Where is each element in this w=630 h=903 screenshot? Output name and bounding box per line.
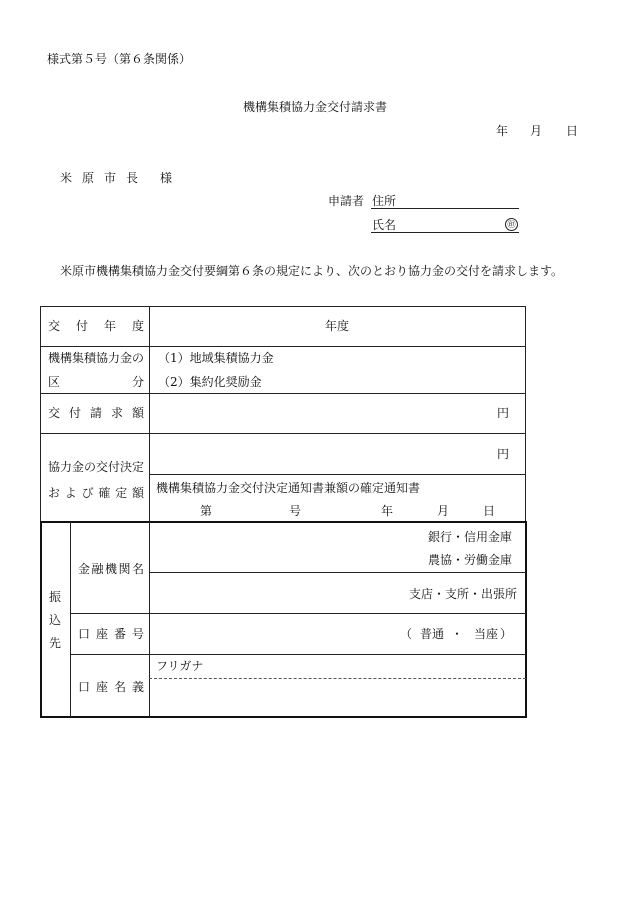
addressee-char: 原 [81,171,94,185]
table-right-border [525,306,526,522]
applicant-label: 申請者 [328,194,365,208]
label-char: お [48,486,61,500]
label-char: 請 [89,406,102,420]
address-underline [371,208,519,209]
transfer-box-left [40,521,42,718]
account-type-close-paren: ） [500,627,513,641]
label-char: 名 [113,680,126,694]
decision-no-suffix: 号 [289,504,302,518]
account-name-label [78,681,144,693]
form-number: 様式第５号（第６条関係） [47,52,192,66]
bank-types-line2: 農協・労働金庫 [428,553,513,567]
label-char: 年 [103,319,116,333]
label-char: 口 [78,680,91,694]
label-char: 名 [131,562,144,576]
label-char: 座 [95,627,108,641]
category-option-consolidation[interactable]: （2）集約化奨励金 [158,375,262,389]
bank-branch-divider [149,572,526,573]
addressee-char: 市 [103,171,116,185]
label-char: 度 [131,319,144,333]
fiscal-year-field[interactable]: 年度 [325,319,350,333]
transfer-label-char: 先 [48,636,61,650]
decision-no-prefix: 第 [200,504,213,518]
transfer-column-divider [70,522,71,717]
decision-label-line1: 協力金の交付決定 [48,460,145,474]
account-type-current[interactable]: 当座 [474,627,499,641]
transfer-box-right [525,521,527,718]
table-top-border [40,306,526,307]
transfer-label-char: 込 [48,613,61,627]
transfer-row-divider [70,613,526,614]
label-char: 区 [48,375,61,389]
label-char: 額 [131,486,144,500]
label-char: 額 [131,406,144,420]
transfer-column-divider [149,522,150,717]
furigana-dashed-line [149,678,526,679]
table-left-border [40,306,41,522]
decision-month: 月 [437,504,450,518]
label-char: 交 [48,319,61,333]
name-underline [371,232,519,233]
label-char: よ [64,486,77,500]
table-row-divider [149,474,526,475]
label-char: 付 [68,406,81,420]
addressee-honorific: 様 [160,171,173,185]
bank-types-line1: 銀行・信用金庫 [428,530,513,544]
applicant-name-label: 氏名 [372,218,397,232]
date-year-label: 年 [496,124,509,138]
label-char: 求 [110,406,123,420]
account-type-separator: ・ [451,627,464,641]
decision-label-line2 [48,487,144,499]
transfer-box-bottom [40,716,527,718]
seal-mark: ㊞ [505,218,518,231]
intro-text: 米原市機構集積協力金交付要綱第６条の規定により、次のとおり協力金の交付を請求します。 [60,264,564,278]
label-char: 融 [91,562,104,576]
label-char: 金 [78,562,91,576]
label-char: 番 [113,627,126,641]
label-char: 分 [131,375,144,389]
date-day-label: 日 [566,124,579,138]
branch-types: 支店・支所・出張所 [409,587,518,601]
label-char: び [81,486,94,500]
transfer-label-char: 振 [48,590,61,604]
label-char: 義 [131,680,144,694]
category-label-line1: 機構集積協力金の [48,351,145,365]
label-char: 定 [115,486,128,500]
decision-year: 年 [381,504,394,518]
addressee [60,172,138,184]
label-char: 確 [98,486,111,500]
requested-amount-unit: 円 [497,406,510,420]
category-option-regional[interactable]: （1）地域集積協力金 [158,351,274,365]
addressee-char: 長 [125,171,138,185]
decision-amount-unit: 円 [497,447,510,461]
decision-day: 日 [483,504,496,518]
label-char: 付 [75,319,88,333]
label-char: 交 [48,406,61,420]
category-label-line2 [48,376,144,388]
label-char: 関 [118,562,131,576]
table-row-divider [40,433,526,434]
label-char: 口 [78,627,91,641]
furigana-label: フリガナ [156,659,204,673]
account-number-label [78,628,144,640]
document-title: 機構集積協力金交付請求書 [243,100,388,114]
applicant-address-label: 住所 [372,194,397,208]
fiscal-year-label [48,320,144,332]
decision-notice-text: 機構集積協力金交付決定通知書兼額の確定通知書 [156,481,421,495]
addressee-char: 米 [60,171,73,185]
label-char: 号 [131,627,144,641]
account-type-ordinary[interactable]: 普通 [420,627,445,641]
transfer-box-top [40,521,527,523]
date-month-label: 月 [530,124,543,138]
transfer-row-divider [70,654,526,655]
table-row-divider [40,393,526,394]
label-char: 座 [95,680,108,694]
account-type-open-paren: （ [400,627,413,641]
label-char: 機 [104,562,117,576]
table-column-divider [149,306,150,522]
requested-amount-label [48,407,144,419]
institution-label [78,563,144,575]
table-row-divider [40,346,526,347]
